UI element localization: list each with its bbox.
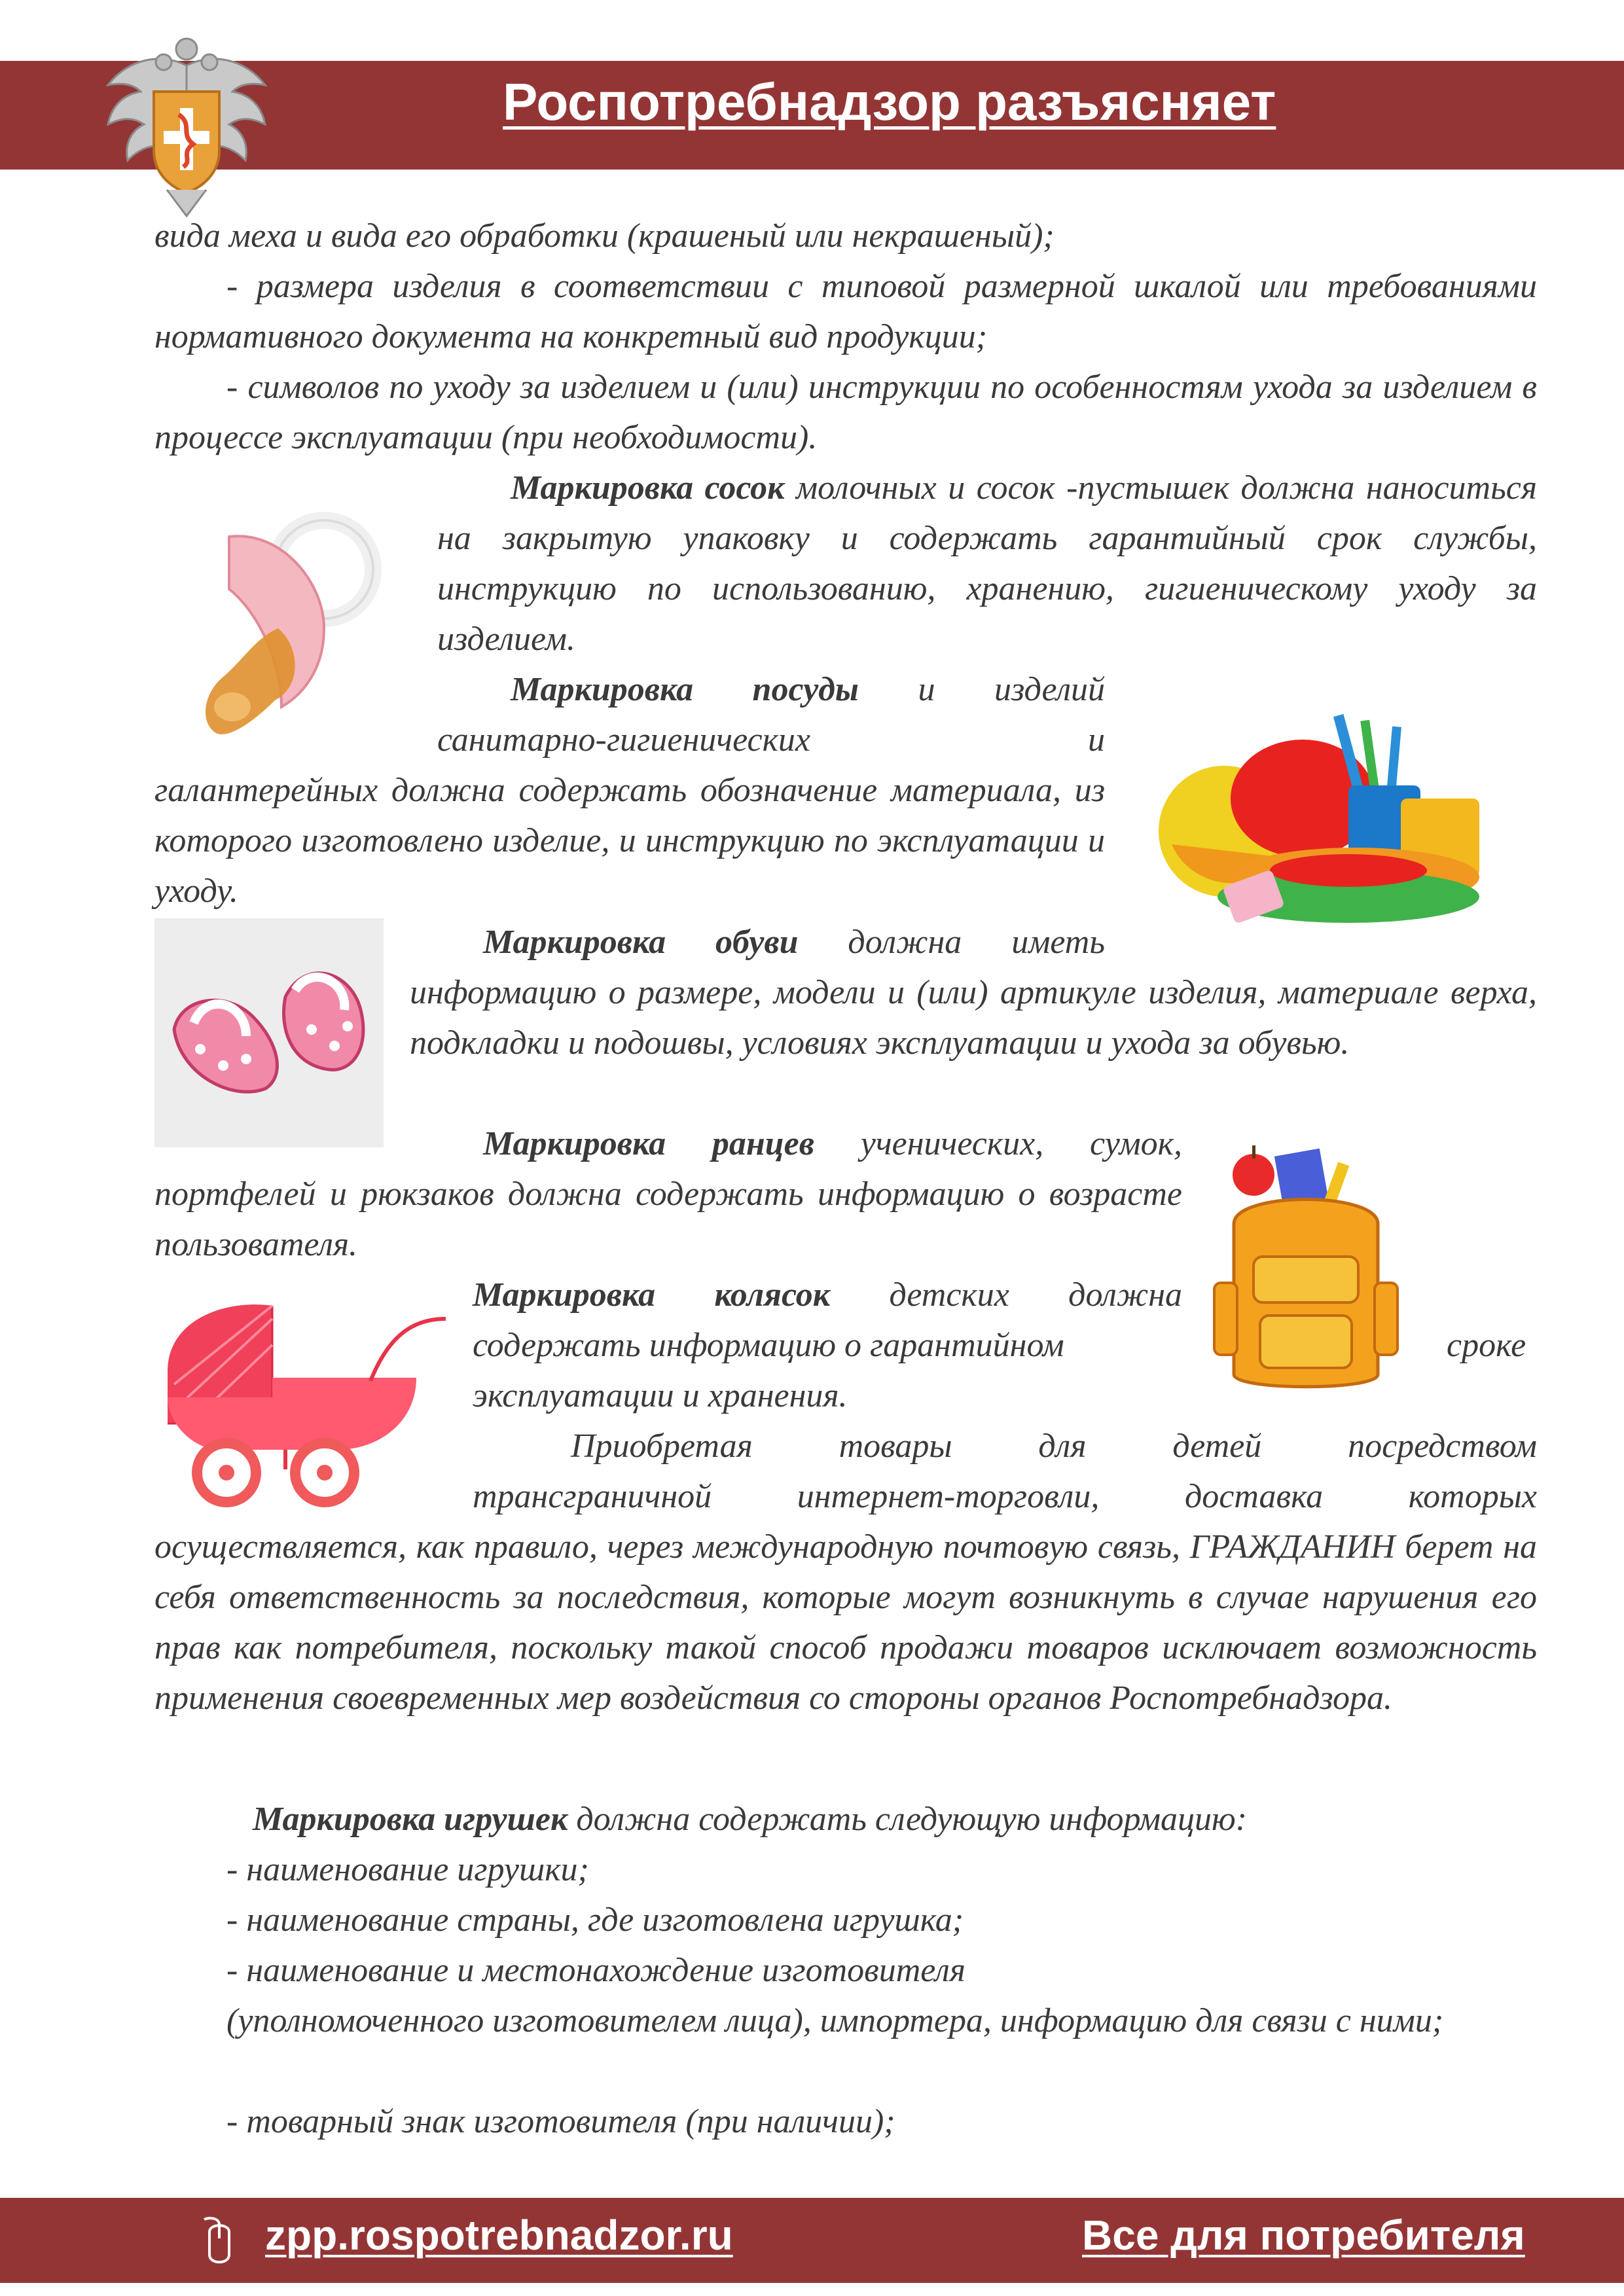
shoes-rest: информацию о размере, модели и (или) артикуле изделия, материале верха, подкладки и подошвы, условиях эксплуатации и ухода за обувью. [410, 974, 1537, 1062]
pacifier-lead: Маркировка сосок [511, 469, 785, 507]
dishes-line1: Маркировка посуды и изделий [511, 671, 1105, 708]
backpacks-line1: Маркировка ранцев ученических, сумок, [483, 1125, 1183, 1162]
toys-item-4: (уполномоченного изготовителем лица), импортера, информацию для связи с ними; [226, 2002, 1444, 2039]
backpack-icon [1208, 1139, 1404, 1401]
footer-website-link[interactable]: zpp.rospotrebnadzor.ru [265, 2212, 733, 2259]
strollers-line2: содержать информацию о гарантийном [473, 1327, 1064, 1364]
toys-item-2: - наименование страны, где изготовлена игрушка; [226, 1901, 964, 1939]
pacifier-paragraph: Маркировка сосок молочных и сосок -пустышек должна наноситься на закрытую упаковку и содержать гарантийный срок службы, инструкцию по использованию, хранению, гигиеническому уходу за изделием. [437, 469, 1538, 658]
strollers-line2-end: сроке [1447, 1327, 1526, 1364]
strollers-line1: Маркировка колясок детских должна [473, 1276, 1182, 1314]
dishes-rest: галантерейных должна содержать обозначение материала, из которого изготовлено изделие, и инструкцию по эксплуатации и уходу. [154, 772, 1105, 910]
backpacks-rest: портфелей и рюкзаков должна содержать информацию о возрасте пользователя. [154, 1175, 1182, 1263]
intro-continuation: вида меха и вида его обработки (крашеный или некрашеный); [154, 217, 1055, 255]
toys-item-5: - товарный знак изготовителя (при наличии); [226, 2103, 895, 2140]
item-care: - символов по уходу за изделием и (или) инструкции по особенностям ухода за изделием в процессе эксплуатации (при необходимости). [154, 368, 1537, 456]
baby-shoes-icon [154, 918, 384, 1147]
toys-item-1: - наименование игрушки; [226, 1851, 589, 1888]
crossborder-line1: Приобретая товары для детей посредством [571, 1427, 1537, 1465]
crossborder-line2: трансграничной интернет-торговли, доставка которых [473, 1478, 1537, 1515]
dishes-lead: Маркировка посуды [511, 671, 859, 708]
shoes-line1: Маркировка обуви должна иметь [483, 924, 1105, 961]
strollers-line3: эксплуатации и хранения. [473, 1377, 848, 1414]
dishes-icon [1152, 700, 1519, 949]
item-size: - размера изделия в соответствии с типовой размерной шкалой или требованиями нормативного документа на конкретный вид продукции; [154, 268, 1537, 355]
footer-consumer-link[interactable]: Все для потребителя [1082, 2212, 1525, 2259]
page-title: Роспотребнадзор разъясняет [503, 73, 1276, 131]
computer-mouse-icon [196, 2215, 242, 2268]
toys-item-3: - наименование и местонахождение изготовителя [226, 1952, 965, 1989]
emblem-icon [88, 26, 285, 223]
dishes-line2: санитарно-гигиенических и [437, 721, 1105, 759]
crossborder-rest: осуществляется, как правило, через международную почтовую связь, ГРАЖДАНИН берет на себя ответственность за последствия, которые могут возникнуть в случае нарушения его прав как потребителя, поскольку такой способ продажи товаров исключает возможность применения своевременных мер воздействия со стороны органов Роспотребнадзора. [154, 1528, 1537, 1717]
strollers-lead: Маркировка колясок [473, 1276, 831, 1314]
toys-lead: Маркировка игрушек [253, 1801, 568, 1838]
stroller-icon [154, 1293, 456, 1509]
backpacks-lead: Маркировка ранцев [483, 1125, 814, 1162]
shoes-lead: Маркировка обуви [483, 924, 799, 961]
pacifier-icon [183, 497, 393, 759]
toys-intro: Маркировка игрушек должна содержать следующую информацию: [253, 1801, 1248, 1838]
